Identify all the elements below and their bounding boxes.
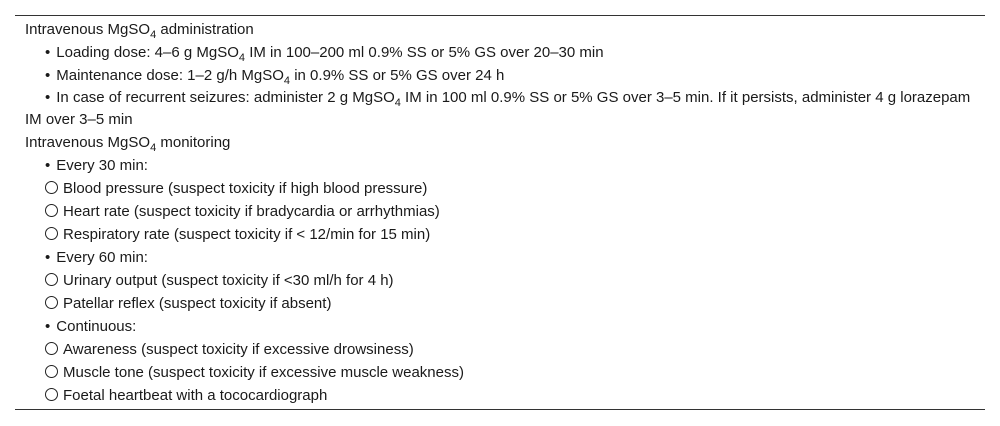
- group-label-text: Every 30 min:: [56, 157, 148, 174]
- protocol-table: [15, 15, 985, 410]
- monitoring-item: [25, 292, 975, 315]
- monitoring-item-text: Urinary output (suspect toxicity if <30 ml/h for 4 h): [63, 272, 394, 289]
- monitoring-item: [25, 269, 975, 292]
- loading-dose-text: Loading dose: 4–6 g MgSO: [56, 44, 239, 61]
- monitoring-heading: [25, 131, 975, 154]
- recurrent-seizures-item: [25, 87, 975, 131]
- bullet-icon: •: [45, 44, 51, 61]
- administration-heading-subscript: 4: [150, 29, 157, 41]
- group-label: [25, 246, 975, 269]
- monitoring-item: [25, 177, 975, 200]
- circle-bullet-icon: [45, 273, 58, 286]
- monitoring-heading-suffix: monitoring: [156, 134, 231, 151]
- circle-bullet-icon: [45, 204, 58, 217]
- monitoring-item-text: Muscle tone (suspect toxicity if excessive muscle weakness): [63, 364, 464, 381]
- circle-bullet-icon: [45, 342, 58, 355]
- maintenance-dose-suffix: in 0.9% SS or 5% GS over 24 h: [290, 67, 505, 84]
- administration-heading: [25, 18, 975, 41]
- recurrent-seizures-suffix: IM in 100 ml 0.9% SS or 5% GS over 3–5 min. If it persists, administer 4 g lorazepam IM over 3–5 min: [25, 89, 971, 128]
- group-label: [25, 154, 975, 177]
- maintenance-dose-text: Maintenance dose: 1–2 g/h MgSO: [56, 67, 284, 84]
- monitoring-item: [25, 200, 975, 223]
- loading-dose-suffix: IM in 100–200 ml 0.9% SS or 5% GS over 20–30 min: [245, 44, 604, 61]
- circle-bullet-icon: [45, 365, 58, 378]
- bullet-icon: •: [45, 67, 51, 84]
- table-content: [25, 18, 975, 407]
- loading-dose-item: [25, 41, 975, 64]
- maintenance-dose-item: [25, 64, 975, 87]
- monitoring-item-text: Heart rate (suspect toxicity if bradycardia or arrhythmias): [63, 203, 440, 220]
- group-label-text: Continuous:: [56, 318, 137, 335]
- circle-bullet-icon: [45, 227, 58, 240]
- monitoring-item-text: Awareness (suspect toxicity if excessive drowsiness): [63, 341, 414, 358]
- bullet-icon: •: [45, 89, 51, 106]
- monitoring-item: [25, 361, 975, 384]
- recurrent-seizures-subscript: 4: [394, 97, 401, 109]
- monitoring-item: [25, 223, 975, 246]
- bullet-icon: •: [45, 249, 51, 266]
- monitoring-item-text: Blood pressure (suspect toxicity if high blood pressure): [63, 180, 428, 197]
- administration-heading-suffix: administration: [156, 21, 254, 38]
- monitoring-heading-subscript: 4: [150, 142, 157, 154]
- maintenance-dose-subscript: 4: [283, 75, 291, 87]
- circle-bullet-icon: [45, 296, 58, 309]
- monitoring-item: [25, 338, 975, 361]
- group-label-text: Every 60 min:: [56, 249, 148, 266]
- circle-bullet-icon: [45, 181, 58, 194]
- monitoring-item-text: Foetal heartbeat with a tococardiograph: [63, 387, 328, 404]
- loading-dose-subscript: 4: [238, 52, 246, 64]
- bullet-icon: •: [45, 318, 51, 335]
- administration-heading-text: Intravenous MgSO: [25, 21, 151, 38]
- monitoring-item-text: Patellar reflex (suspect toxicity if absent): [63, 295, 332, 312]
- monitoring-item: [25, 384, 975, 407]
- monitoring-item-text: Respiratory rate (suspect toxicity if < 12/min for 15 min): [63, 226, 431, 243]
- monitoring-heading-text: Intravenous MgSO: [25, 134, 151, 151]
- bullet-icon: •: [45, 157, 51, 174]
- recurrent-seizures-text: In case of recurrent seizures: administer 2 g MgSO: [56, 89, 395, 106]
- group-label: [25, 315, 975, 338]
- circle-bullet-icon: [45, 388, 58, 401]
